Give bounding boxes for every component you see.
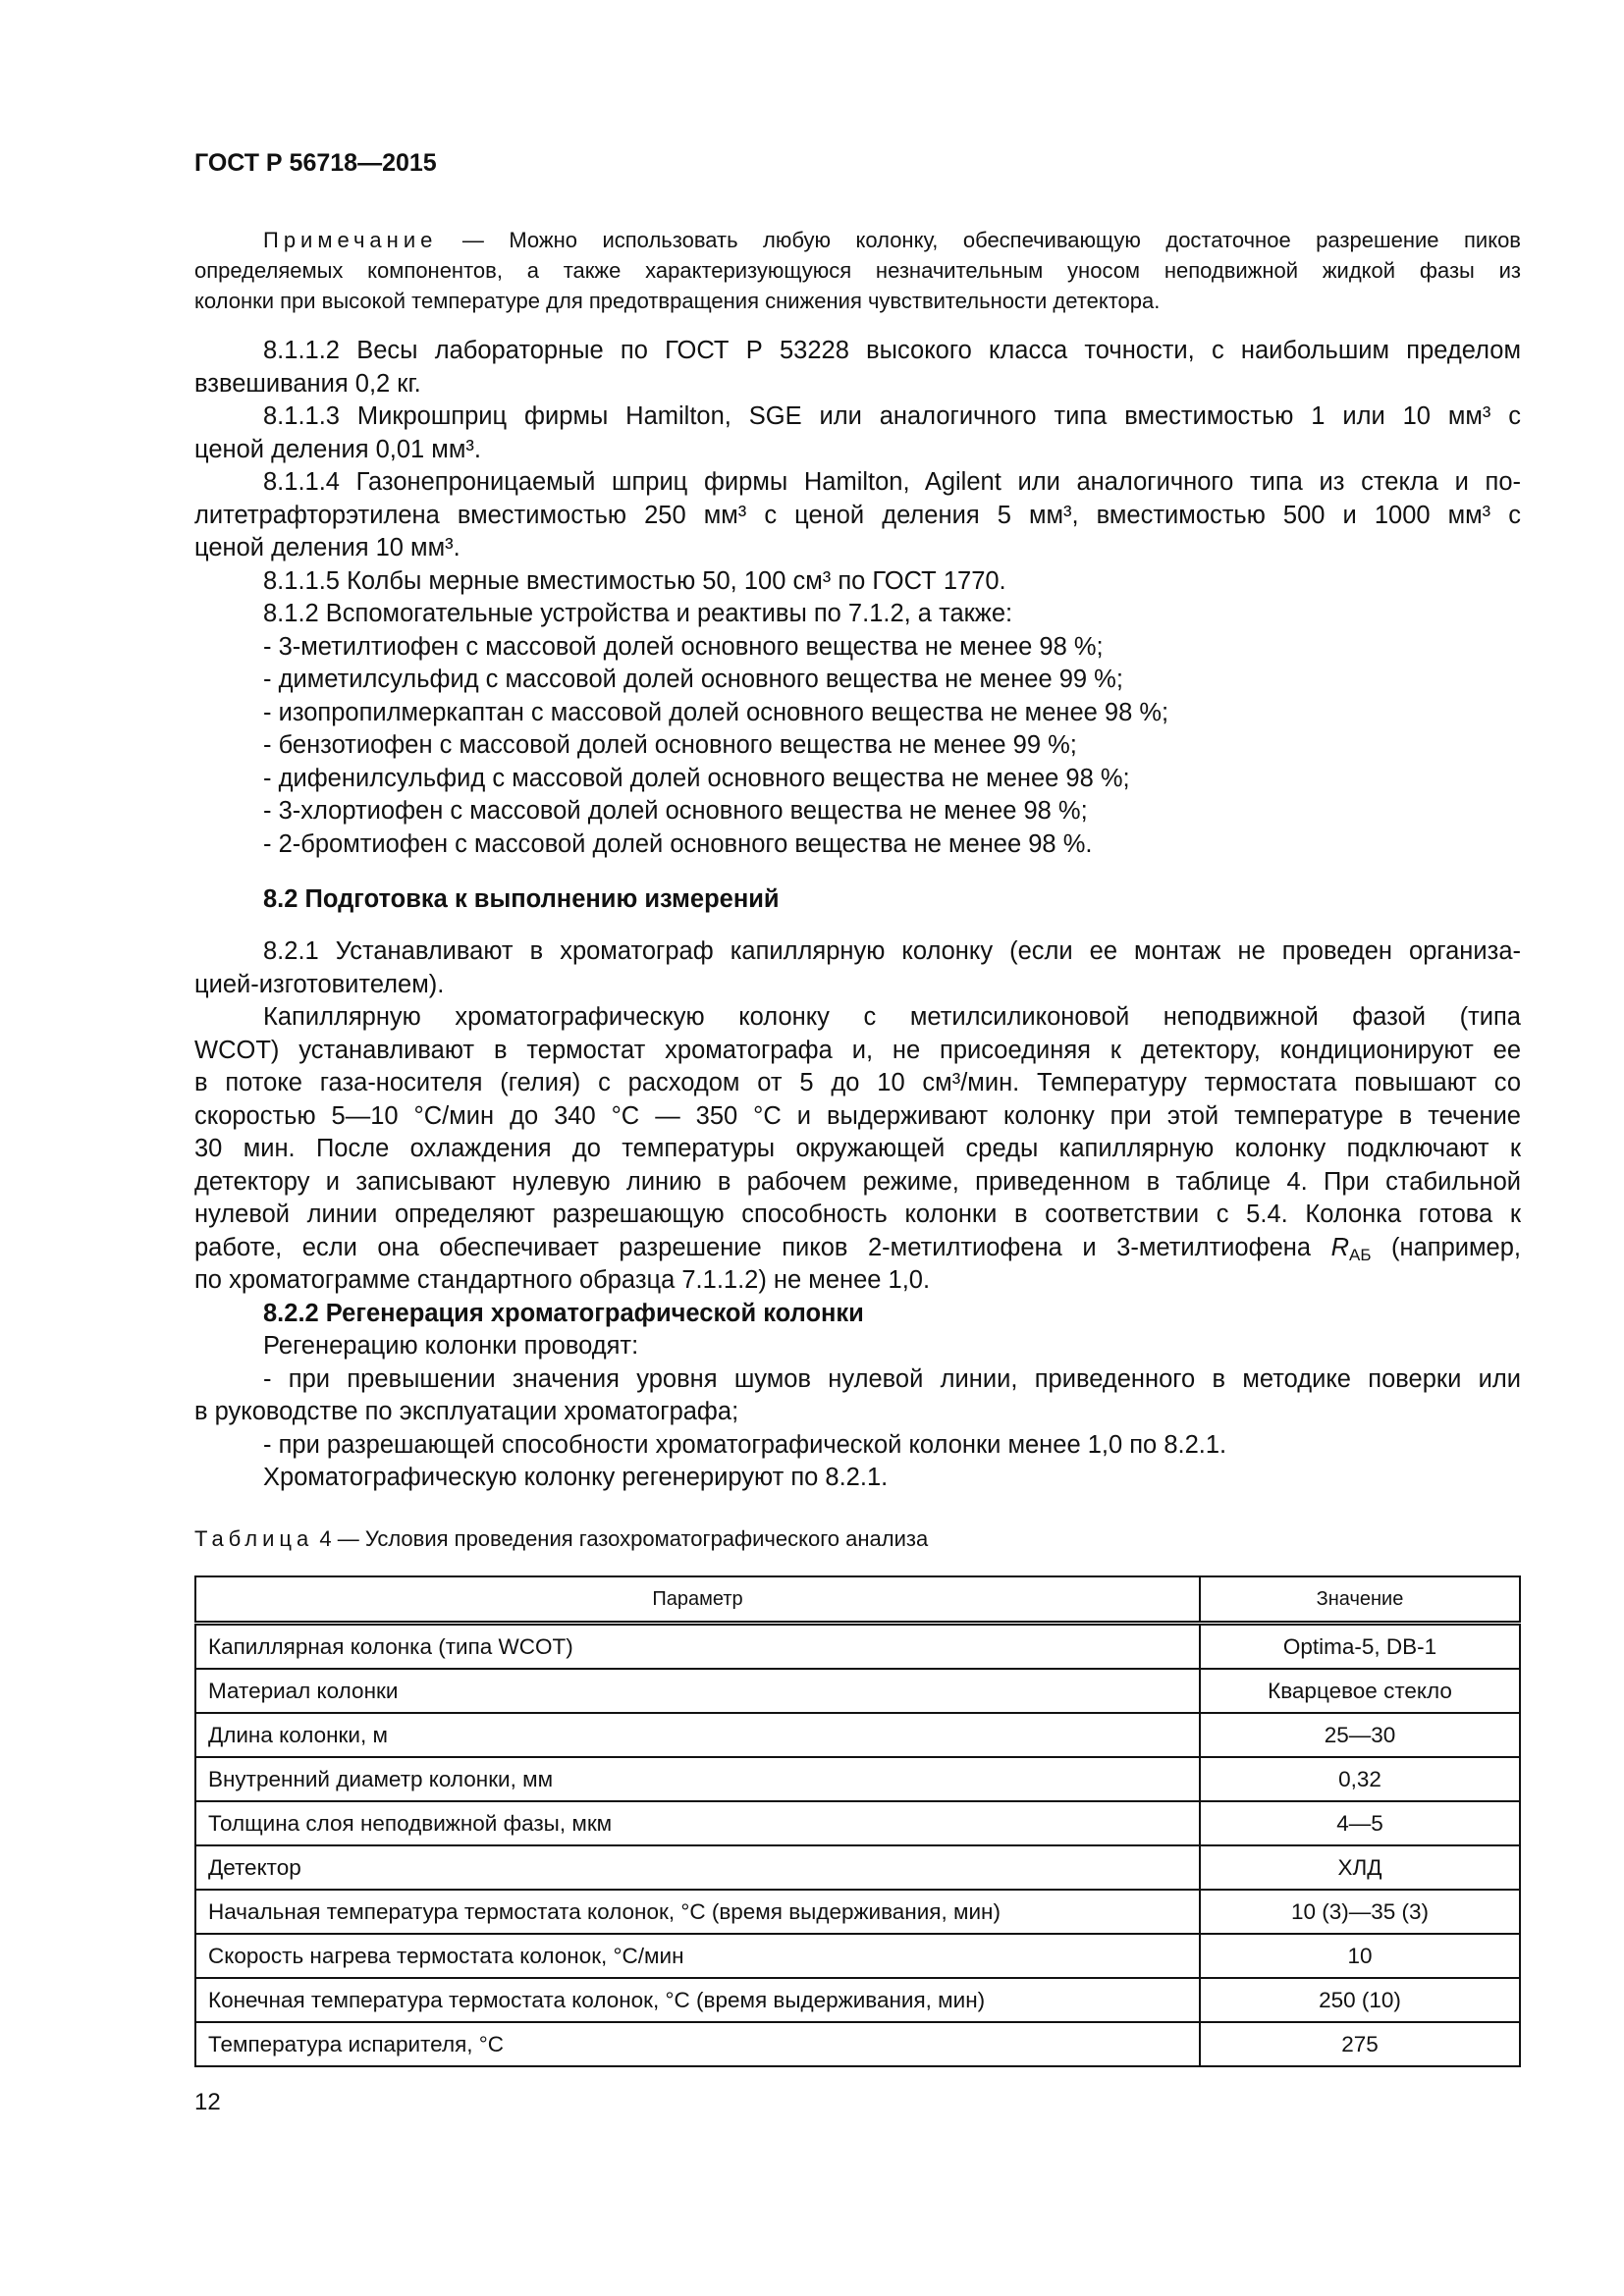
table-row [195,1757,1520,1801]
paragraph-line: цией-изготовителем). [194,970,445,998]
paragraph-line [194,1232,1521,1265]
table-header-row [195,1576,1520,1624]
table-row [195,1669,1520,1713]
paragraph-line: 8.1.2 Вспомогательные устройства и реактивы по 7.1.2, а также: [263,600,1013,627]
paragraph-line: по хроматограмме стандартного образца 7.1.1.2) не менее 1,0. [194,1266,931,1294]
line-part-r: R [1330,1233,1349,1261]
paragraph-line: в руководстве по эксплуатации хроматографа; [194,1398,739,1425]
value-cell: ХЛД [1200,1845,1520,1890]
value-cell: 275 [1200,2022,1520,2066]
paragraph-line: взвешивания 0,2 кг. [194,369,421,398]
paragraph-line: Хроматографическую колонку регенерируют по 8.2.1. [263,1464,889,1491]
table-caption: Таблица 4 — Условия проведения газохроматографического анализа [194,1526,929,1551]
paragraph-line: - бензотиофен с массовой долей основного вещества не менее 99 %; [263,731,1077,759]
table-row [195,1624,1520,1670]
value-cell: 4—5 [1200,1801,1520,1845]
value-cell: Кварцевое стекло [1200,1669,1520,1713]
value-cell: 250 (10) [1200,1978,1520,2022]
text-block [194,335,1521,861]
table-row [195,1713,1520,1757]
paragraph-line: в потоке газа-носителя (гелия) с расходом от 5 до 10 см³/мин. Температуру термостата повышают со [194,1069,1521,1096]
page-number: 12 [194,2089,221,2115]
text-block [194,935,1521,1298]
paragraph-line: - изопропилмеркаптан с массовой долей основного вещества не менее 98 %; [263,698,1169,726]
table-row [195,1845,1520,1890]
parameter-cell: Температура испарителя, °С [195,2022,1200,2066]
paragraph-line: Капиллярную хроматографическую колонку с метилсиликоновой неподвижной фазой (типа [263,1003,1521,1031]
value-cell: 25—30 [1200,1713,1520,1757]
header-value: Значение [1200,1576,1520,1624]
line-part-post: (например, [1371,1233,1521,1261]
paragraph-line: 8.1.1.3 Микрошприц фирмы Hamilton, SGE или аналогичного типа вместимостью 1 или 10 мм³ с [263,402,1521,430]
line-part-sub: АБ [1349,1245,1372,1264]
paragraph-line: - 3-метилтиофен с массовой долей основного вещества не менее 98 %; [263,632,1104,661]
table-row [195,1801,1520,1845]
paragraph-line: 8.2 Подготовка к выполнению измерений [263,885,780,913]
paragraph-line: 30 мин. После охлаждения до температуры окружающей среды капиллярную колонку подключают к [194,1135,1521,1162]
value-cell: 10 [1200,1934,1520,1978]
parameter-cell: Толщина слоя неподвижной фазы, мкм [195,1801,1200,1845]
paragraph-line: - диметилсульфид с массовой долей основного вещества не менее 99 %; [263,666,1123,693]
conditions-table [194,1575,1521,2067]
paragraph-line: ценой деления 10 мм³. [194,534,460,561]
table-row [195,1890,1520,1934]
paragraph-line: - 2-бромтиофен с массовой долей основного вещества не менее 98 %. [263,829,1093,858]
value-cell: 0,32 [1200,1757,1520,1801]
parameter-cell: Скорость нагрева термостата колонок, °С/мин [195,1934,1200,1978]
paragraph-line: 8.2.2 Регенерация хроматографической колонки [263,1300,864,1327]
paragraph-line: нулевой линии определяют разрешающую способность колонки в соответствии с 5.4. Колонка готова к [194,1201,1521,1228]
note-line: колонки при высокой температуре для предотвращения снижения чувствительности детектора. [194,289,1161,313]
note [194,225,1521,316]
paragraph-line: скоростью 5—10 °С/мин до 340 °С — 350 °С и выдерживают колонку при этой температуре в течение [194,1101,1521,1130]
value-cell: Optima-5, DB-1 [1200,1624,1520,1670]
parameter-cell: Длина колонки, м [195,1713,1200,1757]
document-header: ГОСТ Р 56718—2015 [194,149,437,177]
paragraph-line: WCOT) устанавливают в термостат хроматографа и, не присоединяя к детектору, кондиционируют ее [194,1036,1521,1064]
line-part-pre: работе, если она обеспечивает разрешение пиков 2-метилтиофена и 3-метилтиофена [194,1233,1331,1261]
note-line: Примечание — Можно использовать любую колонку, обеспечивающую достаточное разрешение пиков [263,228,1521,252]
parameter-cell: Капиллярная колонка (типа WCOT) [195,1624,1200,1670]
parameter-cell: Материал колонки [195,1669,1200,1713]
paragraph-line: детектору и записывают нулевую линию в рабочем режиме, приведенном в таблице 4. При стабильной [194,1167,1521,1196]
table-row [195,1978,1520,2022]
paragraph-line: ценой деления 0,01 мм³. [194,435,481,463]
header-parameter: Параметр [195,1576,1200,1624]
parameter-cell: Детектор [195,1845,1200,1890]
paragraph-line: 8.1.1.5 Колбы мерные вместимостью 50, 100 см³ по ГОСТ 1770. [263,566,1006,595]
note-label: Примечание [263,228,438,252]
section-heading [194,883,1521,917]
paragraph-line: 8.1.1.2 Весы лабораторные по ГОСТ Р 53228 высокого класса точности, с наибольшим пределом [263,337,1521,364]
paragraph-line: литетрафторэтилена вместимостью 250 мм³ с ценой деления 5 мм³, вместимостью 500 и 1000 мм³ с [194,501,1521,529]
paragraph-line: 8.2.1 Устанавливают в хроматограф капиллярную колонку (если ее монтаж не проведен организа- [263,937,1521,965]
paragraph-line: - дифенилсульфид с массовой долей основного вещества не менее 98 %; [263,764,1130,792]
paragraph-line: Регенерацию колонки проводят: [263,1332,639,1360]
table-row [195,2022,1520,2066]
parameter-cell: Внутренний диаметр колонки, мм [195,1757,1200,1801]
text-block [194,1330,1521,1495]
paragraph-line: - при разрешающей способности хроматографической колонки менее 1,0 по 8.2.1. [263,1430,1227,1459]
note-line: определяемых компонентов, а также характеризующуюся незначительным уносом неподвижной жидкой фазы из [194,258,1521,283]
value-cell: 10 (3)—35 (3) [1200,1890,1520,1934]
table-row [195,1934,1520,1978]
paragraph-line: 8.1.1.4 Газонепроницаемый шприц фирмы Hamilton, Agilent или аналогичного типа из стекла и по- [263,468,1521,496]
section-heading [194,1298,1521,1331]
paragraph-line: - 3-хлортиофен с массовой долей основного вещества не менее 98 %; [263,797,1088,825]
parameter-cell: Конечная температура термостата колонок, °С (время выдерживания, мин) [195,1978,1200,2022]
paragraph-line: - при превышении значения уровня шумов нулевой линии, приведенного в методике поверки или [263,1364,1521,1393]
parameter-cell: Начальная температура термостата колонок, °С (время выдерживания, мин) [195,1890,1200,1934]
